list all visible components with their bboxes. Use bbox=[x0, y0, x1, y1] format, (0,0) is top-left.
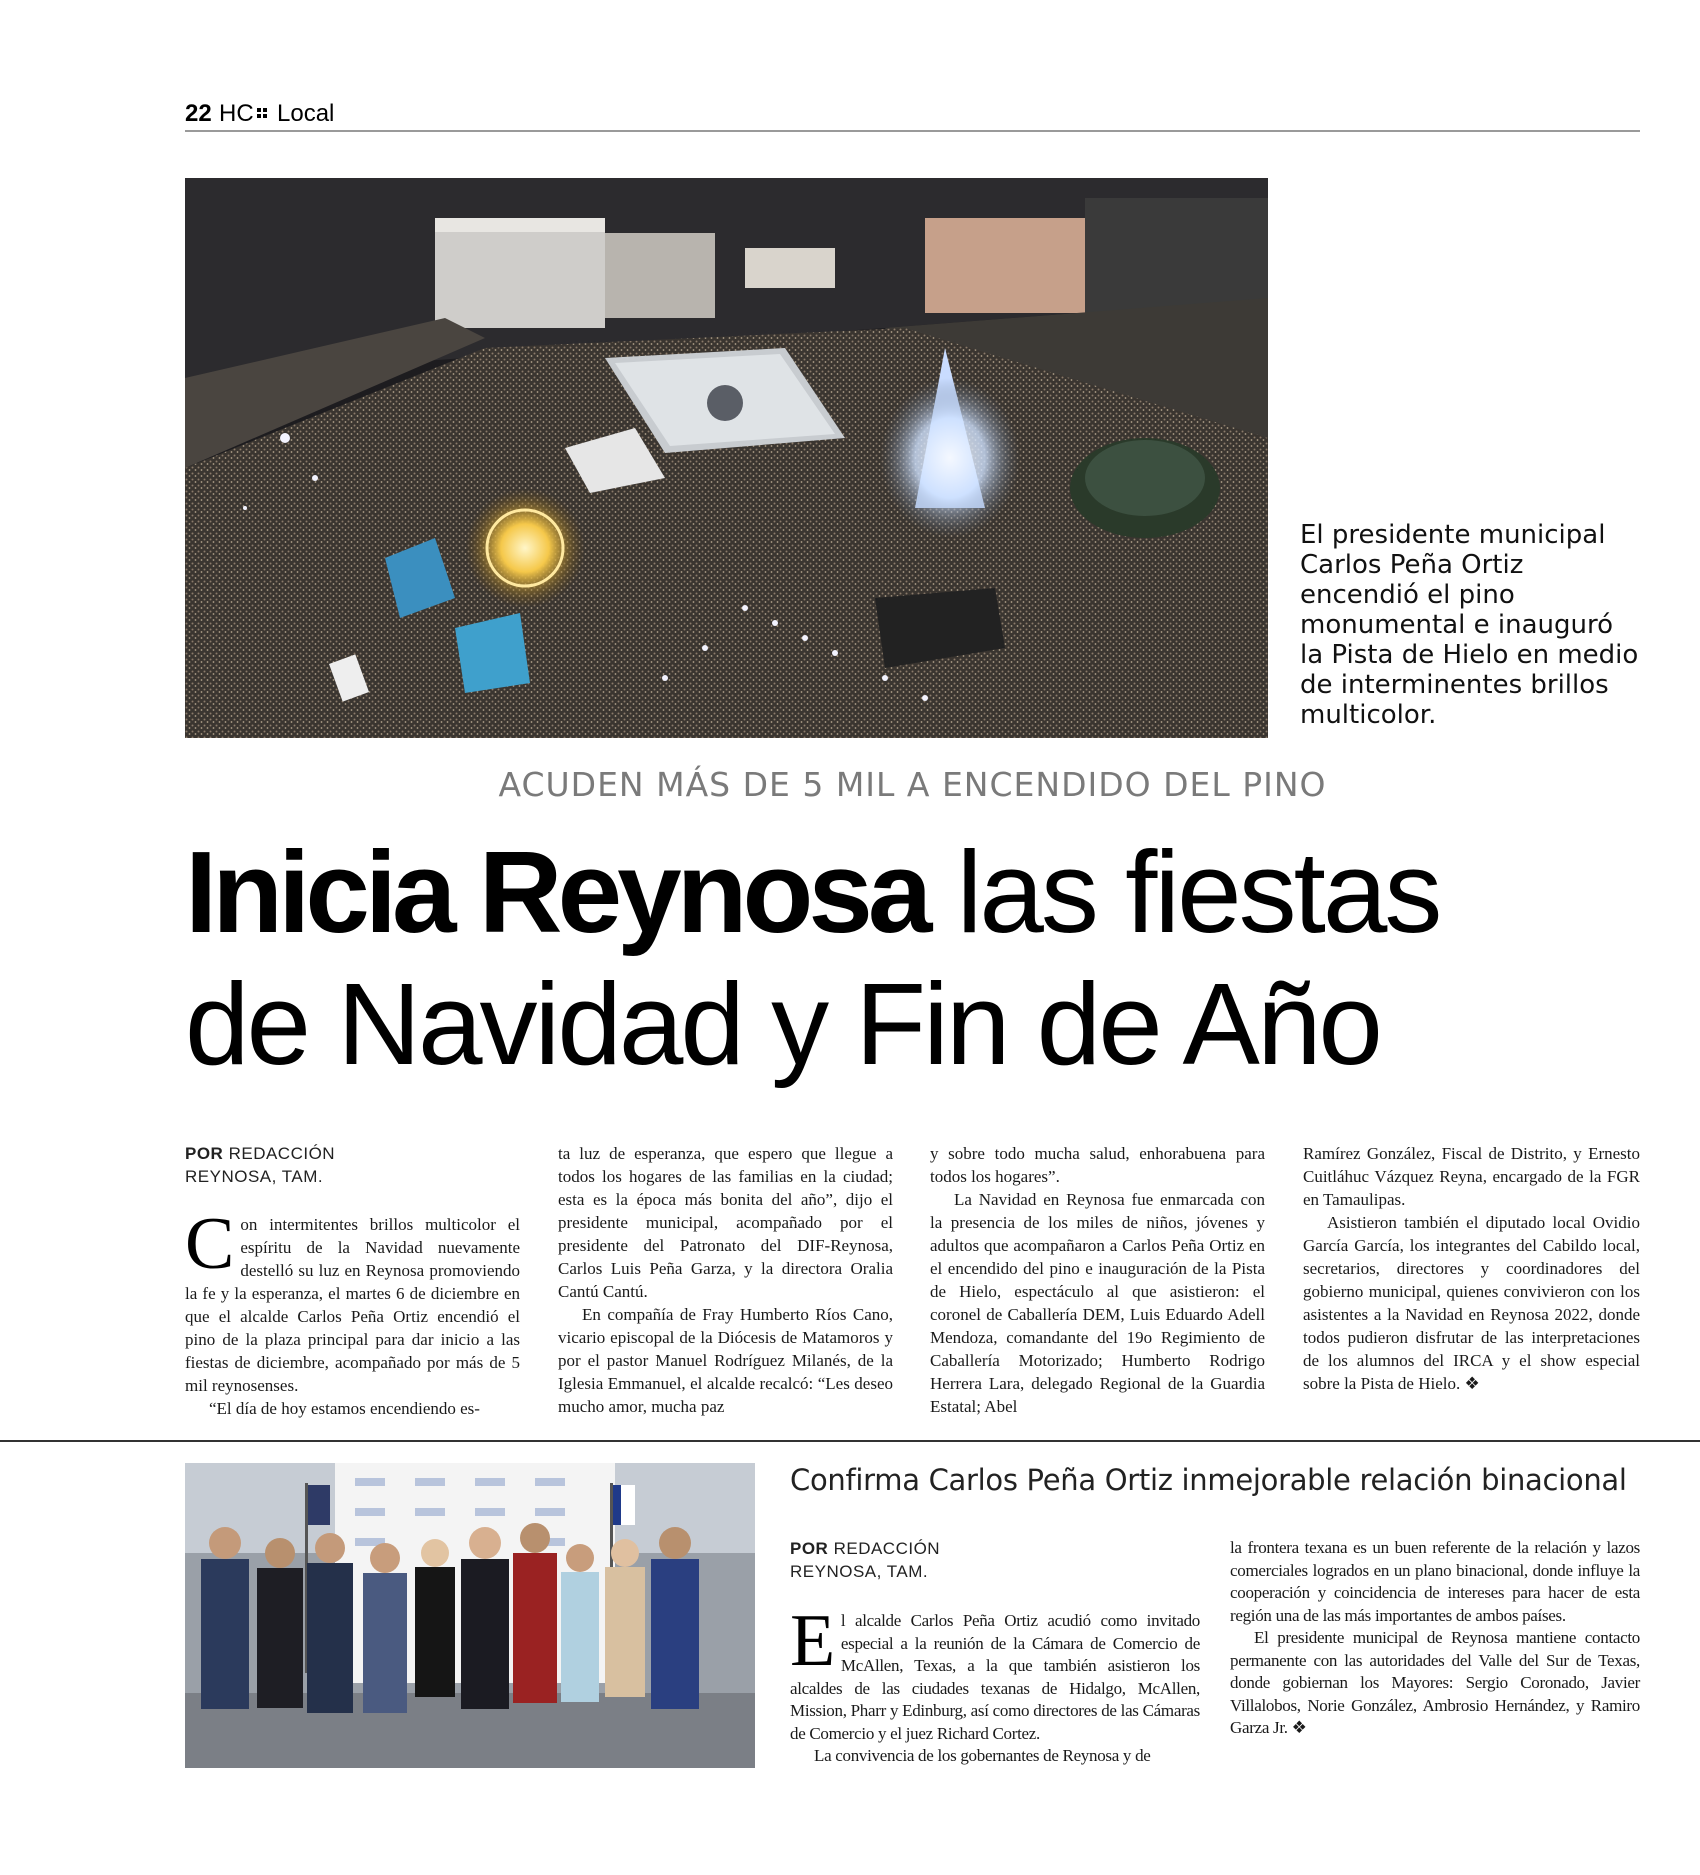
paragraph: “El día de hoy estamos encendiendo es- bbox=[209, 1399, 480, 1418]
kicker: ACUDEN MÁS DE 5 MIL A ENCENDIDO DEL PINO bbox=[498, 765, 1327, 804]
paragraph: la frontera texana es un buen referente de la relación y lazos comerciales logrados en un plano binacional, donde influye la cooperación y coincidencia de intereses para hacer de esta región una de las más importantes de ambos países. bbox=[1230, 1538, 1640, 1625]
byline-place: REYNOSA, TAM. bbox=[185, 1167, 324, 1186]
drop-cap: C bbox=[185, 1203, 235, 1285]
article-column-4 bbox=[1303, 1142, 1640, 1395]
paragraph: La convivencia de los gobernantes de Reynosa y de bbox=[814, 1746, 1151, 1765]
drop-cap: E bbox=[790, 1600, 835, 1682]
page-header bbox=[185, 100, 1640, 132]
article-column-3 bbox=[930, 1142, 1265, 1418]
paragraph: En compañía de Fray Humberto Ríos Cano, vicario episcopal de la Diócesis de Matamoros y por el pastor Manuel Rodríguez Milanés, de la Iglesia Emmanuel, el alcalde recalcó: “Les deseo mucho amor, mucha paz bbox=[558, 1305, 893, 1416]
byline bbox=[185, 1142, 335, 1188]
byline-por: POR bbox=[185, 1144, 224, 1163]
paragraph: Ramírez González, Fiscal de Distrito, y Ernesto Cuitláhuc Vázquez Reyna, encargado de la FGR en Tamaulipas. bbox=[1303, 1144, 1640, 1209]
paragraph: y sobre todo mucha salud, enhorabuena para todos los hogares”. bbox=[930, 1144, 1265, 1186]
secondary-column-1 bbox=[790, 1600, 1200, 1768]
section-name: Local bbox=[277, 100, 335, 127]
paragraph: Asistieron también el diputado local Ovidio García García, los integrantes del Cabildo local, secretarios, directores y coordinadores del gobierno municipal, quienes convivieron con los asistentes a la Navidad en Reynosa 2022, donde todos pudieron disfrutar de las interpretaciones de los alumnos del IRCA y el show especial sobre la Pista de Hielo. ❖ bbox=[1303, 1213, 1640, 1393]
headline bbox=[185, 826, 1685, 1090]
photo-caption: El presidente municipal Carlos Peña Ortiz encendió el pino monumental e inauguró la Pista de Hielo en medio de interminentes brillos multicolor. bbox=[1300, 520, 1639, 730]
byline-author: REDACCIÓN bbox=[228, 1144, 336, 1163]
separator-icon bbox=[257, 108, 268, 119]
byline-place: REYNOSA, TAM. bbox=[790, 1562, 929, 1581]
paragraph: El presidente municipal de Reynosa mantiene contacto permanente con las autoridades del Valle del Sur de Texas, donde gobiernan los Mayores: Sergio Coronado, Javier Villalobos, Norie González, Ambrosio Hernández, y Ramiro Garza Jr. ❖ bbox=[1230, 1628, 1640, 1737]
secondary-headline: Confirma Carlos Peña Ortiz inmejorable relación binacional bbox=[790, 1463, 1627, 1497]
byline-por: POR bbox=[790, 1539, 829, 1558]
secondary-byline bbox=[790, 1537, 940, 1583]
headline-line2: de Navidad y Fin de Año bbox=[185, 959, 1380, 1089]
group-photo bbox=[185, 1463, 755, 1768]
section-divider bbox=[0, 1440, 1700, 1442]
byline-author: REDACCIÓN bbox=[833, 1539, 941, 1558]
paragraph: El alcalde Carlos Peña Ortiz acudió como invitado especial a la reunión de la Cámara de Comercio de McAllen, Texas, a la que también asistieron los alcaldes de las ciudades texanas de Hidalgo, McAllen, Mission, Pharr y Edinburg, así como directores de las Cámaras de Comercio y el juez Richard Cortez. bbox=[790, 1600, 1200, 1743]
secondary-column-2 bbox=[1230, 1537, 1640, 1740]
article-column-2 bbox=[558, 1142, 893, 1418]
headline-bold: Inicia Reynosa bbox=[185, 827, 928, 957]
publication-name: HC bbox=[219, 100, 254, 127]
headline-rest: las fiestas bbox=[956, 827, 1440, 957]
page-number: 22 bbox=[185, 100, 212, 127]
paragraph: La Navidad en Reynosa fue enmarcada con la presencia de los miles de niños, jóvenes y adultos que acompañaron a Carlos Peña Ortiz en el encendido del pino e inauguración de la Pista de Hielo, espectáculo al que asistieron: el coronel de Caballería DEM, Luis Eduardo Adell Mendoza, comandante del 19o Regimiento de Caballería Motorizado; Humberto Rodrigo Herrera Lara, delegado Regional de la Guardia Estatal; Abel bbox=[930, 1190, 1265, 1416]
paragraph: ta luz de esperanza, que espero que llegue a todos los hogares de las familias en la ciudad; esta es la época más bonita del año”, dijo el presidente municipal, acompañado por el presidente del Patronato del DIF-Reynosa, Carlos Luis Peña Garza, y la directora Oralia Cantú Cantú. bbox=[558, 1144, 893, 1301]
article-column-1 bbox=[185, 1203, 520, 1420]
paragraph: Con intermitentes brillos multicolor el espíritu de la Navidad nuevamente destelló su luz en Reynosa promoviendo la fe y la esperanza, el martes 6 de diciembre en que el alcalde Carlos Peña Ortiz encendió el pino de la plaza principal para dar inicio a las fiestas de diciembre, acompañado por más de 5 mil reynosenses. bbox=[185, 1203, 520, 1395]
main-photo bbox=[185, 178, 1268, 738]
